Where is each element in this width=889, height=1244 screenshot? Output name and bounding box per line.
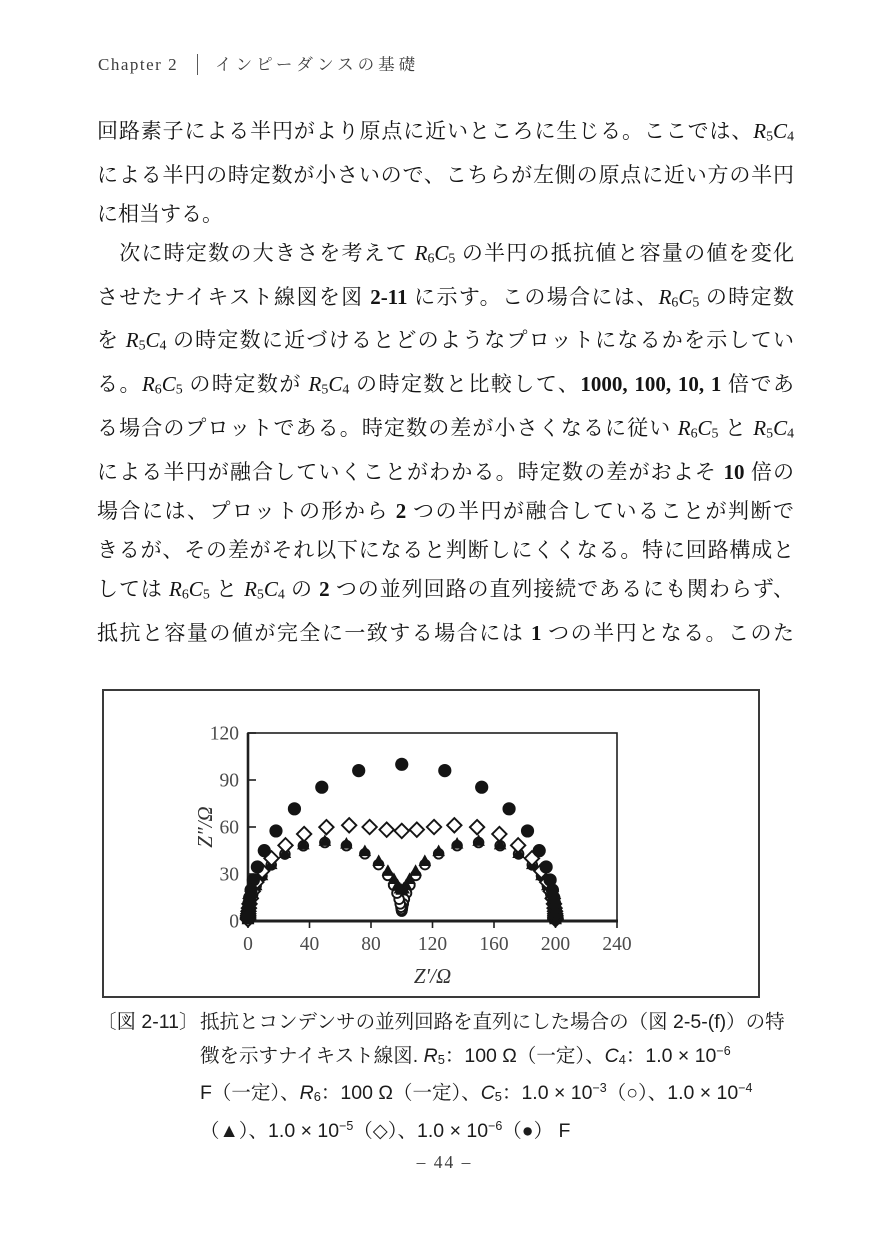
page-header (98, 51, 419, 75)
filled-triangle-marker (419, 854, 432, 866)
body-text-line: に相当する。 (97, 201, 223, 226)
figure-box (102, 689, 760, 998)
body-text-line: を $R_5C_4$ の時定数に近づけるとどのようなプロットになるかを示してい (97, 328, 795, 353)
series-open-circle (243, 838, 560, 925)
open-diamond-marker (447, 818, 461, 832)
x-tick-label: 160 (479, 934, 509, 955)
x-tick-label: 240 (602, 934, 632, 955)
filled-circle-marker (241, 911, 254, 924)
y-tick-label: 90 (219, 770, 239, 792)
body-text-line: しては $R_6C_5$ と $R_5C_4$ の 2 つの並列回路の直列接続であるにも関わらず、 (97, 577, 795, 602)
y-tick-label: 0 (229, 911, 239, 933)
open-diamond-marker (470, 820, 484, 834)
body-text (97, 112, 794, 653)
page-number: – 44 – (416, 1152, 473, 1172)
filled-circle-marker (540, 860, 553, 873)
x-tick-label: 120 (417, 934, 448, 955)
open-diamond-marker (319, 820, 333, 834)
y-axis-title: Z″/Ω (193, 806, 217, 848)
figure-caption-label: 〔図 2-11〕 (97, 1011, 199, 1033)
body-text-line: 次に時定数の大きさを考えて $R_6C_5$ の半円の抵抗値と容量の値を変化 (97, 241, 794, 266)
open-diamond-marker (492, 827, 506, 841)
body-text-line: る場合のプロットである。時定数の差が小さくなるに従い $R_6C_5$ と $R_5C_4$ (97, 415, 795, 441)
y-tick-label: 30 (219, 864, 239, 886)
figure-caption (97, 1008, 797, 1145)
filled-circle-marker (502, 802, 515, 815)
figure-caption-line: （▲）、$1.0 \times 10^{-5}(◇)$、$1.0 \times 10^{-6}(●)$ F (200, 1118, 571, 1142)
filled-circle-marker (438, 764, 451, 777)
filled-circle-marker (315, 781, 328, 794)
filled-circle-marker (352, 764, 365, 777)
body-text-line: による半円が融合していくことがわかる。時定数の差がおよそ 10 倍の (97, 459, 795, 484)
open-diamond-marker (362, 820, 376, 834)
body-text-line: 場合には、プロットの形から 2 つの半円が融合していることが判断で (97, 498, 794, 523)
open-diamond-marker (379, 822, 393, 836)
filled-circle-marker (475, 781, 488, 794)
body-text-line: 抵抗と容量の値が完全に一致する場合には 1 つの半円となる。このた (97, 620, 795, 645)
open-diamond-marker (395, 824, 409, 838)
filled-circle-marker (544, 873, 557, 886)
x-tick-label: 40 (299, 934, 320, 955)
open-diamond-marker (342, 818, 356, 832)
open-diamond-marker (410, 822, 424, 836)
header-divider (197, 54, 198, 75)
body-text-line: による半円の時定数が小さいので、こちらが左側の原点に近い方の半円 (97, 162, 794, 187)
filled-circle-marker (258, 844, 271, 857)
x-tick-label: 80 (361, 934, 381, 955)
x-tick-label: 200 (540, 934, 571, 955)
y-tick-label: 60 (219, 817, 239, 839)
y-tick-label: 120 (209, 723, 239, 745)
open-diamond-marker (427, 820, 441, 834)
nyquist-chart (104, 691, 758, 996)
figure-caption-line: 徴を示すナイキスト線図. $R_5$：100 Ω（一定）、$C_4$：$1.0 \times 10^{-6}$ (200, 1043, 731, 1067)
filled-circle-marker (288, 802, 301, 815)
open-diamond-marker (297, 827, 311, 841)
body-text-line: きるが、その差がそれ以下になると判断しにくくなる。特に回路構成と (97, 537, 794, 562)
x-tick-label: 0 (243, 934, 253, 955)
chapter-label: Chapter 2 (98, 55, 179, 74)
figure-caption-line: F（一定）、$R_6$：100 Ω（一定）、$C_5$：$1.0 \times 10^{-3}(○)$、$1.0 \times 10^{-4}$ (200, 1081, 753, 1105)
filled-circle-marker (533, 844, 546, 857)
filled-circle-marker (395, 758, 408, 771)
open-diamond-marker (278, 838, 292, 852)
filled-circle-marker (251, 860, 264, 873)
x-axis-title: Z′/Ω (413, 964, 452, 988)
filled-triangle-marker (372, 854, 385, 866)
open-diamond-marker (511, 838, 525, 852)
chapter-title: インピーダンスの基礎 (215, 55, 420, 74)
figure-caption-text (200, 1008, 797, 1145)
filled-circle-marker (521, 824, 534, 837)
figure-caption-line: 抵抗とコンデンサの並列回路を直列にした場合の（図 2-5-(f)）の特 (200, 1011, 785, 1033)
body-text-line: 回路素子による半円がより原点に近いところに生じる。ここでは、$R_5C_4$ (97, 119, 794, 144)
filled-circle-marker (269, 824, 282, 837)
body-text-line: る。$R_6C_5$ の時定数が $R_5C_4$ の時定数と比較して、1000, 100, 10, 1 倍であ (97, 372, 795, 397)
body-text-line: させたナイキスト線図を図 2-11 に示す。この場合には、$R_6C_5$ の時定数 (97, 284, 795, 310)
